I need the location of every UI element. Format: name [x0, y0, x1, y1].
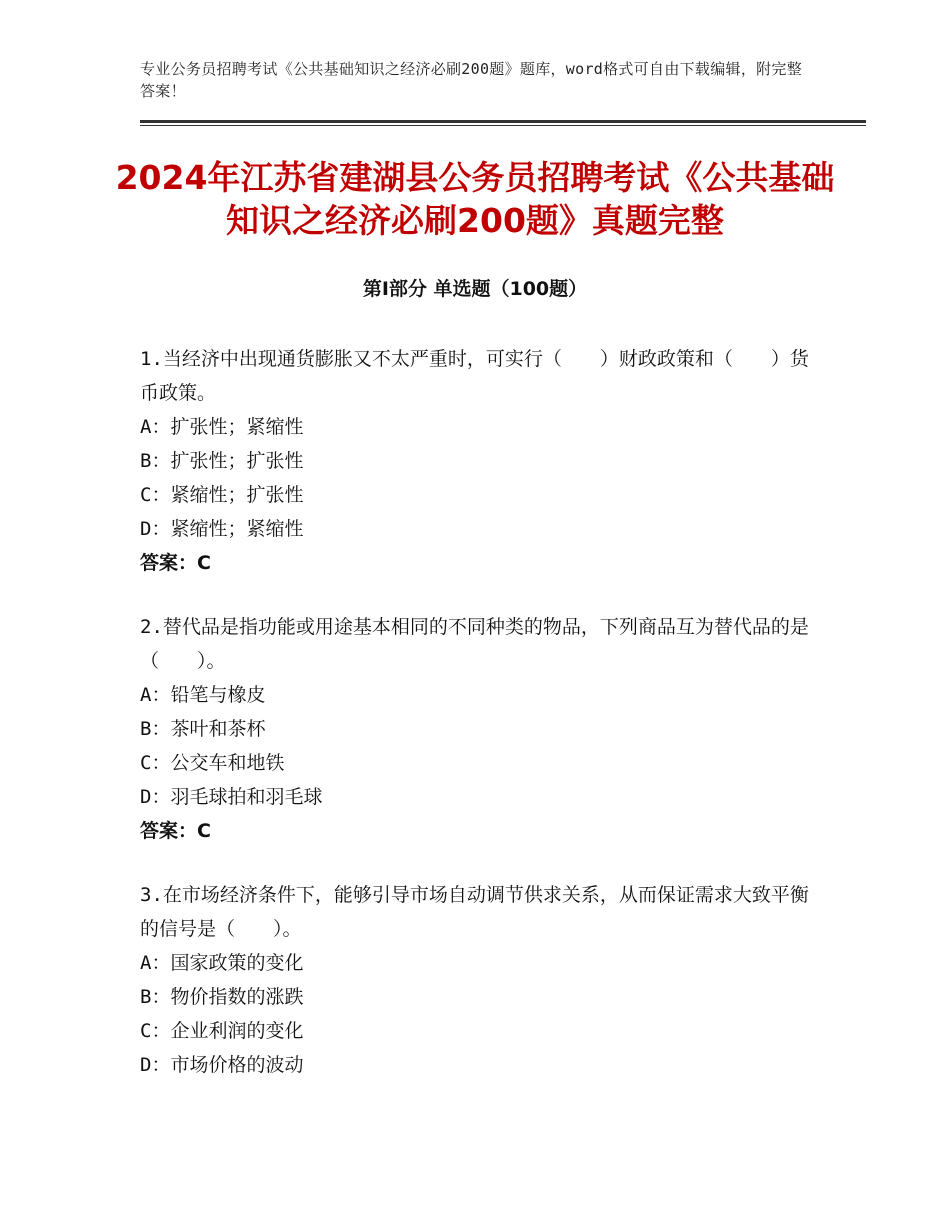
- question-3: [140, 878, 810, 1082]
- question-stem: 3.在市场经济条件下，能够引导市场自动调节供求关系，从而保证需求大致平衡的信号是（ ）。: [140, 884, 809, 940]
- option-c: C：公交车和地铁: [140, 752, 285, 774]
- header-rule-thick: [140, 120, 866, 123]
- option-a: A：扩张性；紧缩性: [140, 416, 304, 438]
- question-stem: 1.当经济中出现通货膨胀又不太严重时，可实行（ ）财政政策和（ ）货币政策。: [140, 348, 809, 404]
- option-b: B：物价指数的涨跌: [140, 986, 304, 1008]
- question-stem: 2.替代品是指功能或用途基本相同的不同种类的物品，下列商品互为替代品的是（ ）。: [140, 616, 809, 672]
- option-a: A：铅笔与橡皮: [140, 684, 266, 706]
- question-list: [140, 342, 810, 1112]
- option-d: D：市场价格的波动: [140, 1054, 304, 1076]
- answer: 答案：C: [140, 820, 211, 842]
- header-rule-thin: [140, 125, 866, 126]
- option-d: D：羽毛球拍和羽毛球: [140, 786, 323, 808]
- option-d: D：紧缩性；紧缩性: [140, 518, 304, 540]
- option-c: C：企业利润的变化: [140, 1020, 304, 1042]
- question-1: [140, 342, 810, 580]
- header-note: 专业公务员招聘考试《公共基础知识之经济必刷200题》题库，word格式可自由下载编辑，附完整答案！: [140, 60, 803, 100]
- option-b: B：茶叶和茶杯: [140, 718, 266, 740]
- option-a: A：国家政策的变化: [140, 952, 304, 974]
- answer: 答案：C: [140, 552, 211, 574]
- section-title: 第Ⅰ部分 单选题（100题）: [362, 278, 588, 300]
- question-2: [140, 610, 810, 848]
- option-b: B：扩张性；扩张性: [140, 450, 304, 472]
- option-c: C：紧缩性；扩张性: [140, 484, 304, 506]
- document-title: 2024年江苏省建湖县公务员招聘考试《公共基础知识之经济必刷200题》真题完整: [115, 158, 835, 240]
